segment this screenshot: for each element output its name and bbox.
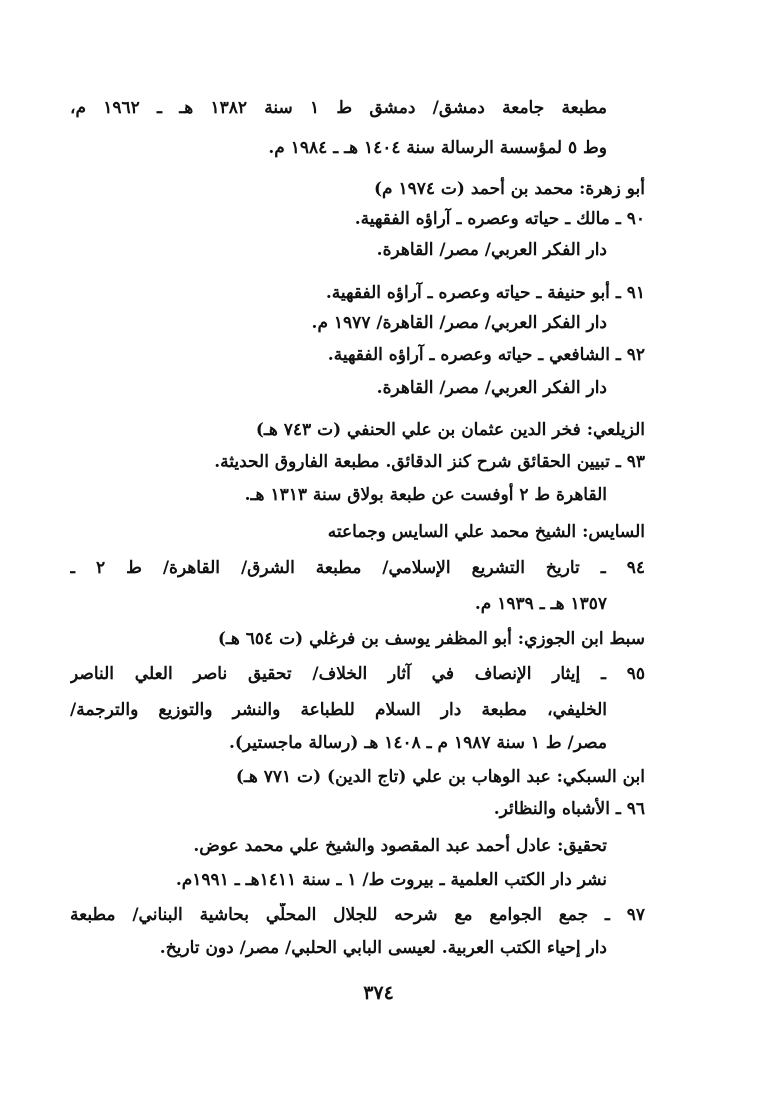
author-heading: السايس: الشيخ محمد علي السايس وجماعته: [327, 522, 645, 542]
bibliography-entry: ٩٣ ـ تبيين الحقائق شرح كنز الدقائق. مطبعة الفاروق الحديثة.: [214, 452, 645, 472]
text-line: دار الفكر العربي/ مصر/ القاهرة.: [376, 240, 607, 260]
bibliography-entry: ٩٠ ـ مالك ـ حياته وعصره ـ آراؤه الفقهية.: [354, 209, 645, 229]
bibliography-entry: ٩٧ ـ جمع الجوامع مع شرحه للجلال المحلّي بحاشية البناني/ مطبعة: [70, 905, 645, 925]
author-heading: سبط ابن الجوزي: أبو المظفر يوسف بن فرغلي (ت ٦٥٤ هـ): [217, 629, 645, 649]
text-line: ١٣٥٧ هـ ـ ١٩٣٩ م.: [474, 594, 607, 614]
text-line: مصر/ ط ١ سنة ١٩٨٧ م ـ ١٤٠٨ هـ (رسالة ماجستير).: [228, 733, 607, 753]
author-heading: ابن السبكي: عبد الوهاب بن علي (تاج الدين) (ت ٧٧١ هـ): [235, 767, 645, 787]
text-line: دار الفكر العربي/ مصر/ القاهرة/ ١٩٧٧ م.: [311, 313, 607, 333]
text-line: القاهرة ط ٢ أوفست عن طبعة بولاق سنة ١٣١٣ هـ.: [244, 485, 607, 505]
text-line: دار الفكر العربي/ مصر/ القاهرة.: [376, 378, 607, 398]
bibliography-entry: ٩٦ ـ الأشباه والنظائر.: [493, 799, 645, 819]
text-line: نشر دار الكتب العلمية ـ بيروت ط/ ١ ـ سنة ١٤١١هـ ـ ١٩٩١م.: [175, 870, 607, 890]
text-line: تحقيق: عادل أحمد عبد المقصود والشيخ علي محمد عوض.: [193, 836, 607, 856]
author-heading: أبو زهرة: محمد بن أحمد (ت ١٩٧٤ م): [373, 179, 645, 199]
page-number: ٣٧٤: [363, 982, 394, 1004]
bibliography-entry: ٩١ ـ أبو حنيفة ـ حياته وعصره ـ آراؤه الفقهية.: [325, 283, 645, 303]
bibliography-entry: ٩٢ ـ الشافعي ـ حياته وعصره ـ آراؤه الفقهية.: [327, 345, 645, 365]
text-line: وط ٥ لمؤسسة الرسالة سنة ١٤٠٤ هـ ـ ١٩٨٤ م.: [268, 138, 607, 158]
text-line: مطبعة جامعة دمشق/ دمشق ط ١ سنة ١٣٨٢ هـ ـ ١٩٦٢ م،: [70, 98, 607, 118]
bibliography-entry: ٩٤ ـ تاريخ التشريع الإسلامي/ مطبعة الشرق/ القاهرة/ ط ٢ ـ: [70, 558, 645, 578]
author-heading: الزيلعي: فخر الدين عثمان بن علي الحنفي (ت ٧٤٣ هـ): [255, 420, 645, 440]
bibliography-entry: ٩٥ ـ إيثار الإنصاف في آثار الخلاف/ تحقيق ناصر العلي الناصر: [70, 664, 645, 684]
text-line: دار إحياء الكتب العربية. لعيسى البابي الحلبي/ مصر/ دون تاريخ.: [159, 938, 607, 958]
text-line: الخليفي، مطبعة دار السلام للطباعة والنشر والتوزيع والترجمة/: [70, 700, 607, 720]
